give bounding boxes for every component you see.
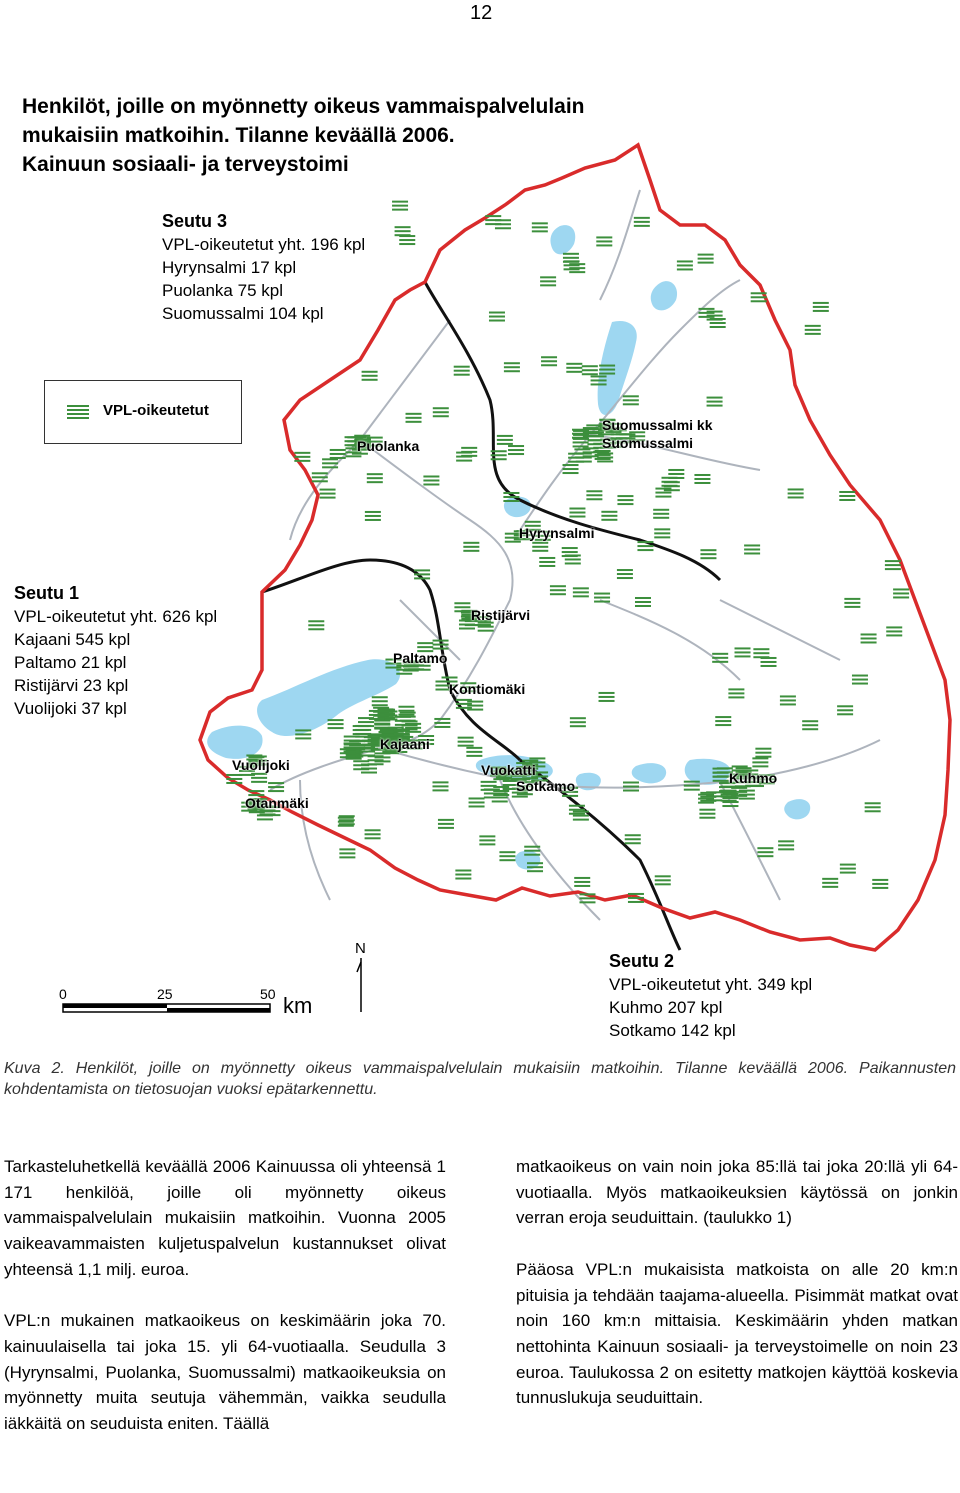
- vpl-marker-icon: [328, 719, 344, 729]
- vpl-marker-icon: [392, 201, 408, 211]
- vpl-marker-icon: [395, 226, 411, 236]
- vpl-marker-icon: [438, 819, 454, 829]
- vpl-marker-icon: [839, 491, 855, 501]
- place-ristijarvi: Ristijärvi: [471, 607, 531, 623]
- vpl-marker-icon: [694, 474, 710, 484]
- vpl-marker-icon: [432, 781, 448, 791]
- vpl-marker-icon: [495, 219, 511, 229]
- vpl-marker-icon: [623, 395, 639, 405]
- vpl-marker-icon: [406, 413, 422, 423]
- vpl-marker-icon: [569, 805, 585, 815]
- place-suomussalmi: Suomussalmi: [602, 435, 694, 451]
- vpl-marker-icon: [458, 737, 474, 747]
- vpl-marker-icon: [668, 469, 684, 479]
- vpl-marker-icon: [362, 371, 378, 381]
- seutu2-label: [609, 950, 812, 1042]
- vpl-marker-icon: [569, 508, 585, 518]
- vpl-marker-icon: [573, 587, 589, 597]
- vpl-marker-icon: [699, 809, 715, 819]
- vpl-marker-icon: [433, 407, 449, 417]
- vpl-marker-icon: [268, 782, 284, 792]
- road: [380, 740, 880, 788]
- vpl-marker-icon: [813, 302, 829, 312]
- figure-caption: Kuva 2. Henkilöt, joille on myönnetty oikeus vammaispalvelulain mukaisiin matkoihin. Tilanne keväällä 2006. Paikannusten kohdentamista on tietosuojan vuoksi epätarkennettu.: [4, 1060, 956, 1098]
- vpl-marker-icon: [601, 511, 617, 521]
- vpl-marker-icon: [655, 875, 671, 885]
- vpl-marker-icon: [712, 653, 728, 663]
- map-title: [22, 92, 585, 179]
- vpl-marker-icon: [755, 748, 771, 758]
- seutu2-title: Seutu 2: [609, 951, 675, 971]
- place-kontiomaki: Kontiomäki: [449, 681, 526, 697]
- seutu1-line: Vuolijoki 37 kpl: [14, 699, 127, 718]
- vpl-marker-icon: [320, 489, 336, 499]
- vpl-marker-icon: [885, 560, 901, 570]
- vpl-marker-icon: [524, 846, 540, 856]
- vpl-marker-icon: [698, 794, 714, 804]
- lake-northwest: [651, 281, 677, 310]
- scale-bar: [63, 1004, 270, 1012]
- vpl-marker-icon: [503, 492, 519, 502]
- vpl-marker-icon: [399, 235, 415, 245]
- vpl-marker-icon: [744, 544, 760, 554]
- vpl-marker-icon: [434, 718, 450, 728]
- place-suomussalmi-kk: Suomussalmi kk: [602, 417, 713, 433]
- north-arrow: [357, 958, 361, 1012]
- seutu3-line: Hyrynsalmi 17 kpl: [162, 258, 297, 277]
- body-column-left: [4, 1154, 446, 1437]
- vpl-marker-icon: [722, 797, 738, 807]
- vpl-marker-icon: [840, 864, 856, 874]
- vpl-marker-icon: [865, 802, 881, 812]
- vpl-marker-icon: [788, 488, 804, 498]
- vpl-marker-icon: [504, 362, 520, 372]
- vpl-marker-icon: [463, 542, 479, 552]
- vpl-marker-icon: [573, 437, 589, 447]
- vpl-marker-icon: [634, 217, 650, 227]
- vpl-marker-icon: [805, 325, 821, 335]
- vpl-marker-icon: [778, 840, 794, 850]
- vpl-marker-icon: [625, 834, 641, 844]
- vpl-marker-icon: [550, 585, 566, 595]
- vpl-marker-icon: [295, 729, 311, 739]
- place-vuokatti: Vuokatti: [481, 762, 536, 778]
- vpl-marker-icon: [802, 720, 818, 730]
- vpl-marker-icon: [308, 620, 324, 630]
- scale-unit: km: [283, 993, 313, 1018]
- vpl-marker-icon: [753, 648, 769, 658]
- lake-oulujarvi-west: [207, 726, 262, 759]
- vpl-marker-icon: [573, 811, 589, 821]
- place-puolanka: Puolanka: [357, 438, 420, 454]
- vpl-marker-icon: [628, 893, 644, 903]
- vpl-marker-icon: [654, 528, 670, 538]
- seutu3-line: Suomussalmi 104 kpl: [162, 304, 324, 323]
- vpl-marker-icon: [599, 365, 615, 375]
- vpl-marker-icon: [493, 786, 509, 796]
- vpl-marker-icon: [339, 815, 355, 825]
- vpl-marker-icon: [591, 375, 607, 385]
- legend-label: VPL-oikeutetut: [103, 402, 209, 419]
- lake-north: [550, 225, 575, 254]
- paragraph: VPL:n mukainen matkaoikeus on keskimäärin joka 70. kainuulaisella tai joka 15. yli 64-vuotiaalla. Seudulla 3 (Hyrynsalmi, Puolanka, Suomussalmi) matkaoikeuksia on myönnetty muita seutuja vähemmän, vaikka seudulla iäkkäitä on seuduista eniten. Täällä: [4, 1311, 446, 1434]
- vpl-marker-icon: [715, 716, 731, 726]
- vpl-marker-icon: [322, 458, 338, 468]
- vpl-marker-icon: [491, 450, 507, 460]
- vpl-marker-icon: [637, 541, 653, 551]
- place-sotkamo: Sotkamo: [516, 778, 576, 794]
- seutu1-line: Ristijärvi 23 kpl: [14, 676, 129, 695]
- seutu1-line: Kajaani 545 kpl: [14, 630, 131, 649]
- vpl-marker-icon: [532, 222, 548, 232]
- vpl-marker-icon: [365, 511, 381, 521]
- vpl-marker-icon: [710, 318, 726, 328]
- vpl-marker-icon: [540, 276, 556, 286]
- vpl-marker-icon: [586, 490, 602, 500]
- vpl-marker-icon: [757, 847, 773, 857]
- vpl-marker-icon: [367, 473, 383, 483]
- vpl-marker-icon: [698, 254, 714, 264]
- seutu1-line: Paltamo 21 kpl: [14, 653, 127, 672]
- vpl-marker-icon: [886, 626, 902, 636]
- place-kajaani: Kajaani: [380, 736, 430, 752]
- vpl-marker-icon: [861, 633, 877, 643]
- vpl-marker-icon: [398, 706, 414, 716]
- vpl-marker-icon: [570, 717, 586, 727]
- vpl-marker-icon: [359, 746, 375, 756]
- legend-marker-icon: [67, 405, 89, 419]
- vpl-marker-icon: [478, 622, 494, 632]
- vpl-marker-icon: [330, 449, 346, 459]
- place-paltamo: Paltamo: [393, 650, 448, 666]
- place-otanmaki: Otanmäki: [245, 795, 309, 811]
- vpl-marker-icon: [574, 877, 590, 887]
- vpl-marker-icon: [562, 547, 578, 557]
- map-title-line: Kainuun sosiaali- ja terveystoimi: [22, 153, 349, 176]
- paragraph: Tarkasteluhetkellä keväällä 2006 Kainuussa oli yhteensä 1 171 henkilöä, joille oli myönnetty oikeus vammaispalvelulain mukaisiin matkoihin. Vuonna 2005 vaikeavammaisten kuljetuspalvelun kustannukset olivat yhteensä 1,1 milj. euroa.: [4, 1157, 446, 1279]
- seutu3-title: Seutu 3: [162, 211, 228, 231]
- vpl-marker-icon: [735, 647, 751, 657]
- vpl-marker-icon: [579, 893, 595, 903]
- paragraph: matkaoikeus on vain noin joka 85:llä tai joka 20:llä yli 64-vuotiaalla. Myös matkaoikeuksien käytössä on jonkin verran eroja seuduittain. (taulukko 1): [516, 1157, 958, 1228]
- vpl-marker-icon: [338, 817, 354, 827]
- vpl-marker-icon: [623, 782, 639, 792]
- vpl-marker-icon: [751, 292, 767, 302]
- vpl-marker-icon: [461, 447, 477, 457]
- scale-tick-50: 50: [260, 986, 276, 1002]
- lake-east: [784, 799, 810, 819]
- vpl-marker-icon: [312, 472, 328, 482]
- scale-tick-0: 0: [59, 986, 67, 1002]
- vpl-marker-icon: [508, 445, 524, 455]
- vpl-marker-icon: [539, 557, 555, 567]
- vpl-marker-icon: [414, 569, 430, 579]
- vpl-marker-icon: [497, 435, 513, 445]
- vpl-marker-icon: [365, 829, 381, 839]
- vpl-marker-icon: [532, 542, 548, 552]
- seutu3-line: VPL-oikeutetut yht. 196 kpl: [162, 235, 366, 254]
- vpl-marker-icon: [677, 260, 693, 270]
- seutu1-line: VPL-oikeutetut yht. 626 kpl: [14, 607, 218, 626]
- vpl-marker-icon: [655, 488, 671, 498]
- place-hyrynsalmi: Hyrynsalmi: [519, 525, 595, 541]
- vpl-marker-icon: [499, 851, 515, 861]
- seutu3-label: [162, 210, 365, 325]
- vpl-marker-icon: [583, 427, 599, 437]
- vpl-marker-icon: [872, 879, 888, 889]
- vpl-marker-icon: [698, 308, 714, 318]
- seutu2-line: Sotkamo 142 kpl: [609, 1021, 736, 1040]
- seutu2-line: VPL-oikeutetut yht. 349 kpl: [609, 975, 813, 994]
- vpl-marker-icon: [761, 657, 777, 667]
- vpl-marker-icon: [294, 452, 310, 462]
- road: [720, 600, 840, 660]
- vpl-marker-icon: [684, 781, 700, 791]
- vpl-marker-icon: [368, 755, 384, 765]
- vpl-marker-icon: [844, 598, 860, 608]
- map-title-line: mukaisiin matkoihin. Tilanne keväällä 2006.: [22, 124, 455, 147]
- vpl-marker-icon: [564, 260, 580, 270]
- vpl-marker-icon: [489, 312, 505, 322]
- page-number: 12: [470, 2, 493, 24]
- vpl-marker-icon: [574, 448, 590, 458]
- vpl-marker-icon: [467, 701, 483, 711]
- vpl-marker-icon: [700, 792, 716, 802]
- vpl-marker-icon: [780, 695, 796, 705]
- vpl-marker-icon: [728, 688, 744, 698]
- seutu1-title: Seutu 1: [14, 583, 80, 603]
- vpl-marker-icon: [653, 509, 669, 519]
- vpl-marker-icon: [339, 848, 355, 858]
- paragraph: Pääosa VPL:n mukaisista matkoista on alle 20 km:n pituisia ja tehdään taajama-alueella. Pisimmät matkat ovat noin 160 km:n mittaisia. Keskimäärin yhden matkan nettohinta Kainuun sosiaali- ja terveystoimelle on noin 23 euroa. Taulukossa 2 on esitetty matkojen käyttöä koskevia tunnuslukuja seuduittain.: [516, 1259, 958, 1408]
- vpl-marker-icon: [822, 878, 838, 888]
- vpl-marker-icon: [349, 740, 365, 750]
- vpl-marker-icon: [481, 781, 497, 791]
- vpl-marker-icon: [852, 675, 868, 685]
- vpl-marker-icon: [353, 725, 369, 735]
- scale-tick-25: 25: [157, 986, 173, 1002]
- vpl-marker-icon: [617, 495, 633, 505]
- seutu1-label: [14, 582, 217, 720]
- vpl-marker-icon: [752, 757, 768, 767]
- vpl-marker-icon: [353, 760, 369, 770]
- vpl-marker-icon: [700, 549, 716, 559]
- vpl-marker-icon: [469, 797, 485, 807]
- vpl-marker-icon: [837, 705, 853, 715]
- north-label: N: [355, 940, 366, 957]
- road: [360, 440, 513, 600]
- vpl-marker-icon: [454, 366, 470, 376]
- vpl-marker-icon: [635, 597, 651, 607]
- vpl-marker-icon: [455, 870, 471, 880]
- body-column-right: [516, 1154, 958, 1411]
- vpl-marker-icon: [617, 569, 633, 579]
- vpl-marker-icon: [372, 696, 388, 706]
- vpl-marker-icon: [582, 365, 598, 375]
- vpl-marker-icon: [893, 588, 909, 598]
- place-kuhmo: Kuhmo: [729, 770, 778, 786]
- vpl-marker-icon: [566, 363, 582, 373]
- vpl-marker-icon: [456, 699, 472, 709]
- vpl-marker-icon: [731, 787, 747, 797]
- map-title-line: Henkilöt, joille on myönnetty oikeus vammaispalvelulain: [22, 95, 585, 118]
- vpl-marker-icon: [466, 747, 482, 757]
- seutu3-line: Puolanka 75 kpl: [162, 281, 283, 300]
- vpl-marker-icon: [597, 452, 613, 462]
- vpl-marker-icon: [713, 768, 729, 778]
- vpl-marker-icon: [594, 593, 610, 603]
- vpl-marker-icon: [596, 236, 612, 246]
- vpl-marker-icon: [599, 692, 615, 702]
- place-vuolijoki: Vuolijoki: [232, 757, 290, 773]
- vpl-marker-icon: [423, 475, 439, 485]
- road: [600, 600, 740, 680]
- lake-vuokatti: [632, 763, 666, 783]
- seutu2-line: Kuhmo 207 kpl: [609, 998, 723, 1017]
- vpl-marker-icon: [433, 640, 449, 650]
- vpl-marker-icon: [479, 835, 495, 845]
- vpl-marker-icon: [563, 464, 579, 474]
- vpl-marker-icon: [707, 397, 723, 407]
- vpl-marker-icon: [541, 356, 557, 366]
- vpl-marker-icon: [373, 707, 389, 717]
- vpl-marker-icon: [405, 723, 421, 733]
- vpl-marker-icon: [527, 862, 543, 872]
- legend-box: [44, 380, 242, 444]
